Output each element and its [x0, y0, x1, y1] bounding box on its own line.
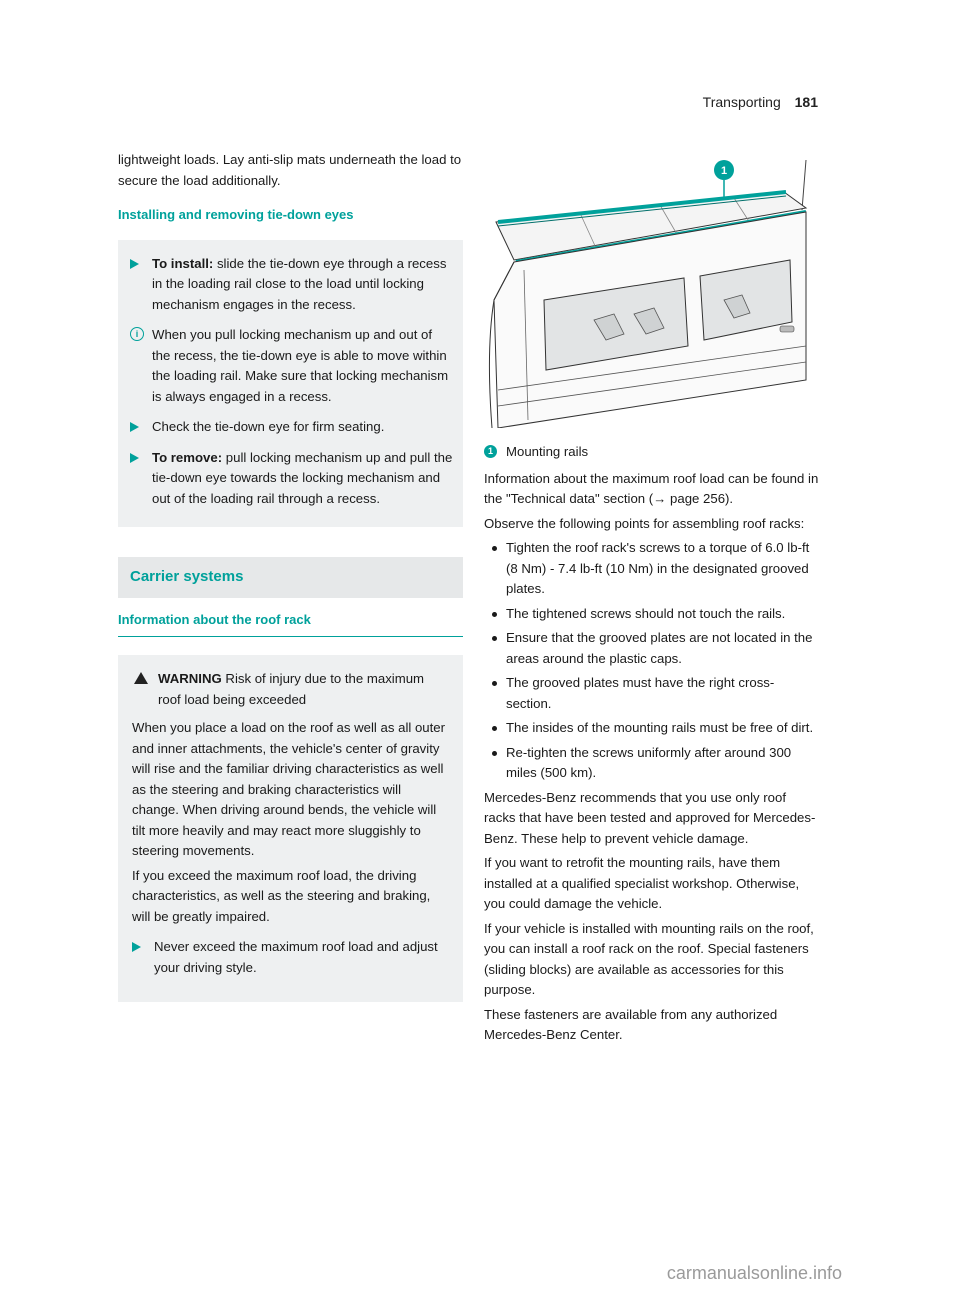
- callout-badge: 1: [484, 445, 497, 458]
- callout-text: Mounting rails: [506, 444, 589, 459]
- step-arrow-icon: [130, 259, 139, 269]
- van-roof-drawing: [484, 150, 819, 428]
- info-note: [130, 325, 453, 407]
- page-number: 181: [794, 94, 818, 110]
- intro-paragraph: lightweight loads. Lay anti-slip mats underneath the load to secure the load additionally.: [118, 152, 462, 188]
- tiedown-steps: [118, 240, 463, 528]
- warning-box: [118, 655, 463, 1002]
- figure-badge: 1: [720, 165, 728, 177]
- body-paragraph: If your vehicle is installed with mounting rails on the roof, you can install a roof rack on the roof. Special fasteners (sliding blocks) are available as accessories for this purpose.: [484, 920, 814, 997]
- roof-rails-illustration: [484, 150, 819, 428]
- tiedown-heading: Installing and removing tie-down eyes: [118, 207, 354, 222]
- remove-label: To remove:: [152, 449, 223, 465]
- warning-paragraph: If you exceed the maximum roof load, the driving characteristics, as well as the steering and braking, will be greatly impaired.: [132, 867, 431, 924]
- warning-title: [132, 669, 449, 710]
- warning-label: WARNING: [158, 671, 222, 686]
- callout-mounting-rails: [484, 442, 819, 463]
- install-text: slide the tie-down eye through a recess in the loading rail close to the load until locking mechanism engages in the recess.: [152, 255, 447, 312]
- running-head: Transporting: [702, 94, 781, 110]
- check-step: [130, 417, 453, 438]
- warning-triangle-icon: [134, 672, 148, 684]
- list-item: Tighten the roof rack's screws to a torque of 6.0 lb-ft (8 Nm) - 7.4 lb-ft (10 Nm) in the designated grooved plates.: [484, 538, 819, 600]
- warning-step-text: Never exceed the maximum roof load and adjust your driving style.: [154, 939, 438, 975]
- list-item: The tightened screws should not touch the rails.: [484, 604, 819, 625]
- list-item: Ensure that the grooved plates are not located in the areas around the plastic caps.: [484, 628, 819, 669]
- body-paragraph: Mercedes-Benz recommends that you use only roof racks that have been tested and approved for Mercedes-Benz. These help to prevent vehicle damage.: [484, 789, 816, 846]
- list-item: The insides of the mounting rails must be free of dirt.: [484, 718, 819, 739]
- install-step: [130, 254, 453, 316]
- warning-title-text: Risk of injury due to the maximum roof load being exceeded: [158, 671, 425, 707]
- right-column: [484, 150, 819, 1050]
- warning-step: [132, 937, 449, 978]
- info-icon: i: [130, 327, 144, 341]
- body-paragraph: These fasteners are available from any authorized Mercedes-Benz Center.: [484, 1006, 778, 1042]
- warning-paragraph: When you place a load on the roof as well as all outer and inner attachments, the vehicle's center of gravity will rise and the familiar driving characteristics as well as the steering and braking characteristics will change. When driving around bends, the vehicle will tilt more heavily and may react more sluggishly to steering movements.: [132, 720, 446, 858]
- assembly-points-list: [484, 538, 819, 784]
- check-text: Check the tie-down eye for firm seating.: [152, 419, 385, 434]
- list-item: The grooved plates must have the right cross-section.: [484, 673, 819, 714]
- roofrack-heading: Information about the roof rack: [118, 610, 463, 638]
- note-text: When you pull locking mechanism up and out of the recess, the tie-down eye is able to move within the loading rail. Make sure that locking mechanism is always engaged in a recess.: [152, 327, 449, 404]
- body-paragraph: If you want to retrofit the mounting rails, have them installed at a qualified specialist workshop. Otherwise, you could damage the vehicle.: [484, 855, 800, 911]
- remove-text: pull locking mechanism up and pull the tie-down eye towards the locking mechanism and out of the loading rail through a recess.: [152, 449, 453, 506]
- install-label: To install:: [152, 255, 214, 271]
- list-item: Re-tighten the screws uniformly after around 300 miles (500 km).: [484, 743, 819, 784]
- page-header: [703, 92, 818, 113]
- step-arrow-icon: [132, 942, 141, 952]
- body-paragraph: Observe the following points for assembling roof racks:: [484, 515, 805, 531]
- carrier-heading: Carrier systems: [118, 557, 463, 598]
- remove-step: [130, 448, 453, 510]
- body-paragraph: Information about the maximum roof load can be found in the "Technical data" section (→ page 256).: [484, 470, 819, 506]
- step-arrow-icon: [130, 422, 139, 432]
- watermark: carmanualsonline.info: [666, 1262, 842, 1283]
- step-arrow-icon: [130, 453, 139, 463]
- left-column: [118, 150, 463, 1002]
